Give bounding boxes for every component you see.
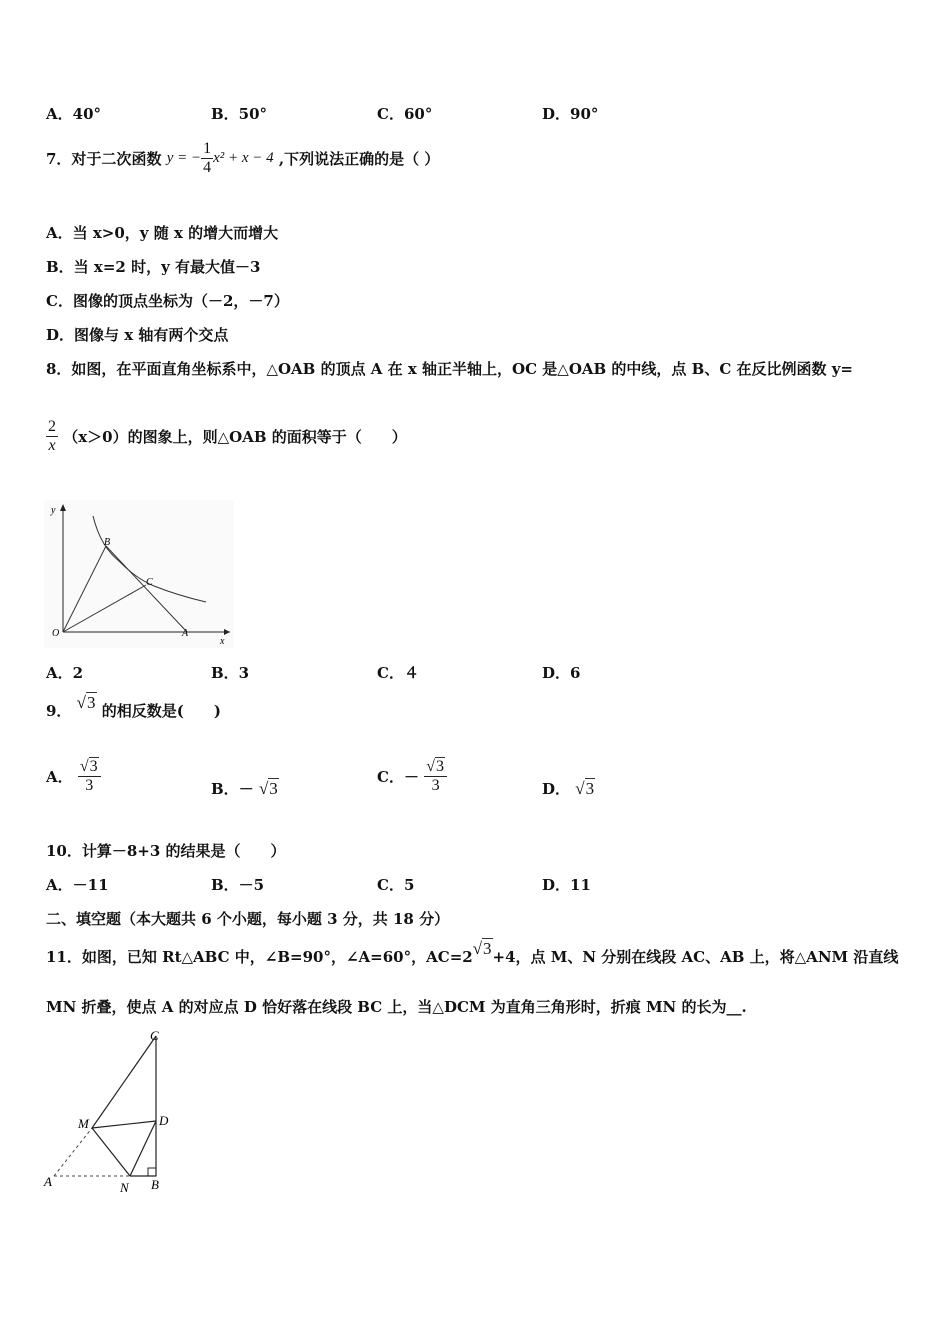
label-c: C (146, 577, 153, 588)
label-c: C (150, 1028, 159, 1043)
q7-option-c: C．图像的顶点坐标为（－2，－7） (46, 292, 289, 310)
right-angle-icon (148, 1168, 156, 1176)
q7-prefix: 7．对于二次函数 (46, 150, 162, 168)
q9-option-c-radicand: 3 (435, 758, 444, 775)
segment-md (92, 1121, 156, 1128)
q7-option-b: B．当 x=2 时，y 有最大值－3 (46, 258, 261, 276)
q11-sqrt: √3 (472, 939, 492, 958)
q8-question: 8．如图，在平面直角坐标系中，△OAB 的顶点 A 在 x 轴正半轴上，OC 是△OAB 的中线，点 B、C 在反比例函数 y= (46, 360, 853, 378)
q9-option-a-frac: $\frac{√3}{3}$ (78, 758, 101, 795)
q9-option-c-frac: $\frac{√3}{3}$ (424, 758, 447, 795)
q7-option-a: A．当 x>0，y 随 x 的增大而增大 (46, 224, 279, 242)
q11-text-a: 11．如图，已知 Rt△ABC 中，∠B=90°，∠A=60°，AC=2 (46, 948, 473, 966)
q9-option-c-prefix: C． (377, 768, 404, 786)
q8-text2: （x＞0）的图象上，则△OAB 的面积等于（ ） (63, 428, 407, 446)
q8-figure-bg (44, 500, 234, 648)
q8-option-b: B．3 (211, 664, 250, 682)
q10-option-a: A．－11 (46, 876, 109, 894)
label-b: B (151, 1177, 159, 1192)
q7-question (46, 140, 439, 177)
q6-option-a: A．40° (46, 105, 102, 123)
label-a: A (44, 1174, 52, 1189)
label-d: D (159, 1113, 169, 1128)
q9-option-a-prefix: A． (46, 768, 73, 786)
q8-question-cont (46, 418, 407, 455)
q10-question: 10．计算－8+3 的结果是（ ） (46, 842, 286, 860)
q10-option-d: D．11 (542, 876, 591, 894)
segment-mn (92, 1128, 130, 1176)
q9-option-b (211, 778, 279, 799)
q7-frac-den: 4 (203, 159, 212, 176)
q9-option-d-sqrt: √3 (575, 779, 595, 798)
q8-figure (44, 500, 234, 648)
q7-option-d: D．图像与 x 轴有两个交点 (46, 326, 229, 344)
q9-option-d (542, 778, 595, 799)
q9-option-a-radicand: 3 (89, 758, 98, 775)
q9-option-d-prefix: D． (542, 780, 571, 798)
q8-option-a: A．2 (46, 664, 84, 682)
q8-frac-den: x (46, 436, 58, 455)
q7-frac-num: 1 (203, 140, 212, 157)
label-n: N (120, 1180, 129, 1195)
q8-frac-num: 2 (48, 418, 56, 435)
label-b: B (104, 537, 111, 548)
q7-formula-lhs: y = − (166, 150, 202, 166)
label-y: y (51, 505, 56, 516)
q9-option-b-prefix: B． (211, 780, 239, 798)
q9-option-b-sqrt: √3 (258, 779, 278, 798)
q9-option-c-sign: － (403, 768, 419, 786)
q10-option-c: C．5 (377, 876, 415, 894)
label-a: A (182, 628, 189, 639)
q9-text: 的相反数是( ) (101, 702, 221, 720)
q9-option-b-sign: － (238, 780, 254, 798)
q6-option-d: D．90° (542, 105, 599, 123)
q10-option-b: B．－5 (211, 876, 265, 894)
label-m: M (78, 1116, 89, 1131)
q11-question (46, 939, 899, 967)
q9-option-c-den: 3 (424, 776, 447, 795)
q11-question-cont: MN 折叠，使点 A 的对应点 D 恰好落在线段 BC 上，当△DCM 为直角三角形时，折痕 MN 的长为__. (46, 998, 747, 1016)
q11-figure (40, 1024, 180, 1200)
segment-mc (92, 1036, 156, 1128)
q6-option-c: C．60° (377, 105, 433, 123)
q9-option-d-radicand: 3 (585, 779, 595, 798)
section-heading: 二、填空题（本大题共 6 个小题，每小题 3 分，共 18 分） (46, 910, 450, 928)
q6-option-b: B．50° (211, 105, 268, 123)
q8-option-d: D．6 (542, 664, 581, 682)
q9-radicand: 3 (87, 693, 96, 712)
q11-radicand: 3 (483, 939, 492, 958)
q9-number: 9． (46, 702, 72, 720)
q8-option-c: C．４ (377, 664, 419, 682)
q7-formula-rhs: x² + x − 4 (213, 150, 274, 166)
segment-am-dashed (54, 1128, 92, 1176)
q11-text-b: +4，点 M、N 分别在线段 AC、AB 上，将△ANM 沿直线 (492, 948, 899, 966)
q7-suffix: ,下列说法正确的是（ ） (278, 150, 440, 168)
q7-formula-frac (201, 140, 213, 177)
label-o: O (52, 628, 60, 639)
q9-question (46, 693, 221, 721)
q9-sqrt: √3 (76, 693, 96, 712)
label-x: x (220, 636, 225, 647)
q9-option-a-den: 3 (78, 776, 101, 795)
q9-option-b-radicand: 3 (269, 779, 278, 798)
q8-frac (46, 418, 58, 455)
q9-option-c (377, 758, 447, 795)
q9-option-a (46, 758, 101, 795)
